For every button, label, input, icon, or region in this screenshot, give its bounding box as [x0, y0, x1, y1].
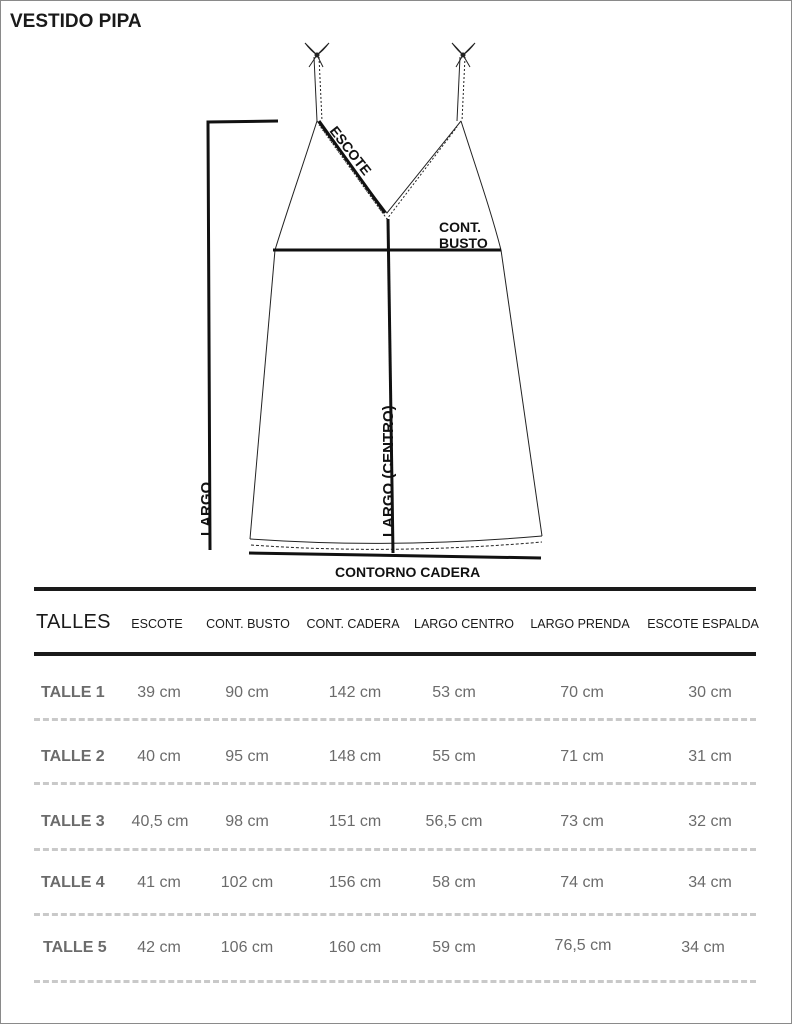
- row-divider: [34, 980, 756, 983]
- cell-talle-4-largo-centro: 58 cm: [432, 874, 476, 891]
- escote-label: ESCOTE: [326, 122, 375, 179]
- row-label-talle-2: TALLE 2: [41, 748, 105, 765]
- row-divider: [34, 718, 756, 721]
- cell-talle-3-largo-prenda: 73 cm: [560, 813, 604, 830]
- cell-talle-2-largo-centro: 55 cm: [432, 748, 476, 765]
- cell-talle-1-escote: 39 cm: [137, 684, 181, 701]
- row-label-talle-3: TALLE 3: [41, 813, 105, 830]
- cell-talle-1-largo-prenda: 70 cm: [560, 684, 604, 701]
- cell-talle-5-largo-prenda: 76,5 cm: [554, 937, 612, 954]
- row-label-talle-4: TALLE 4: [41, 874, 105, 891]
- page-title: VESTIDO PIPA: [10, 11, 142, 32]
- col-header-largo-centro: LARGO CENTRO: [413, 617, 515, 631]
- cont-busto-label-line2: BUSTO: [439, 235, 488, 251]
- largo-centro-label: LARGO (CENTRO): [380, 405, 397, 537]
- contorno-cadera-label: CONTORNO CADERA: [335, 564, 481, 580]
- largo-label: LARGO: [198, 481, 215, 536]
- cell-talle-4-escote-espalda: 34 cm: [688, 874, 732, 891]
- cell-talle-3-cont-cadera: 151 cm: [328, 813, 382, 830]
- col-header-cont-cadera: CONT. CADERA: [306, 617, 400, 631]
- col-header-escote: ESCOTE: [131, 617, 183, 631]
- right-strap: [452, 43, 475, 121]
- cell-talle-5-largo-centro: 59 cm: [432, 939, 476, 956]
- cell-talle-3-cont-busto: 98 cm: [225, 813, 269, 830]
- cont-busto-label-line1: CONT.: [439, 219, 481, 235]
- measure-lines: [208, 121, 541, 558]
- row-label-talle-5: TALLE 5: [43, 939, 107, 956]
- dress-diagram: [1, 1, 791, 591]
- row-label-talle-1: TALLE 1: [41, 684, 105, 701]
- cell-talle-4-largo-prenda: 74 cm: [560, 874, 604, 891]
- cell-talle-1-cont-busto: 90 cm: [225, 684, 269, 701]
- talles-heading: TALLES: [36, 611, 111, 633]
- cell-talle-5-escote-espalda: 34 cm: [681, 939, 725, 956]
- cell-talle-5-escote: 42 cm: [137, 939, 181, 956]
- cell-talle-4-cont-cadera: 156 cm: [328, 874, 382, 891]
- col-header-cont-busto: CONT. BUSTO: [206, 617, 290, 631]
- cell-talle-2-cont-busto: 95 cm: [225, 748, 269, 765]
- table-header-rule: [34, 652, 756, 656]
- cell-talle-2-largo-prenda: 71 cm: [560, 748, 604, 765]
- cell-talle-2-cont-cadera: 148 cm: [328, 748, 382, 765]
- col-header-escote-espalda: ESCOTE ESPALDA: [647, 617, 759, 631]
- col-header-largo-prenda: LARGO PRENDA: [530, 617, 630, 631]
- cell-talle-5-cont-busto: 106 cm: [220, 939, 274, 956]
- cell-talle-3-largo-centro: 56,5 cm: [425, 813, 483, 830]
- cell-talle-2-escote: 40 cm: [137, 748, 181, 765]
- row-divider: [34, 848, 756, 851]
- row-divider: [34, 782, 756, 785]
- cell-talle-1-cont-cadera: 142 cm: [328, 684, 382, 701]
- table-top-rule: [34, 587, 756, 591]
- cell-talle-3-escote: 40,5 cm: [131, 813, 189, 830]
- cell-talle-5-cont-cadera: 160 cm: [328, 939, 382, 956]
- cell-talle-1-escote-espalda: 30 cm: [688, 684, 732, 701]
- cell-talle-1-largo-centro: 53 cm: [432, 684, 476, 701]
- left-strap: [305, 43, 329, 121]
- row-divider: [34, 913, 756, 916]
- cell-talle-2-escote-espalda: 31 cm: [688, 748, 732, 765]
- cell-talle-4-cont-busto: 102 cm: [220, 874, 274, 891]
- cell-talle-4-escote: 41 cm: [137, 874, 181, 891]
- cell-talle-3-escote-espalda: 32 cm: [688, 813, 732, 830]
